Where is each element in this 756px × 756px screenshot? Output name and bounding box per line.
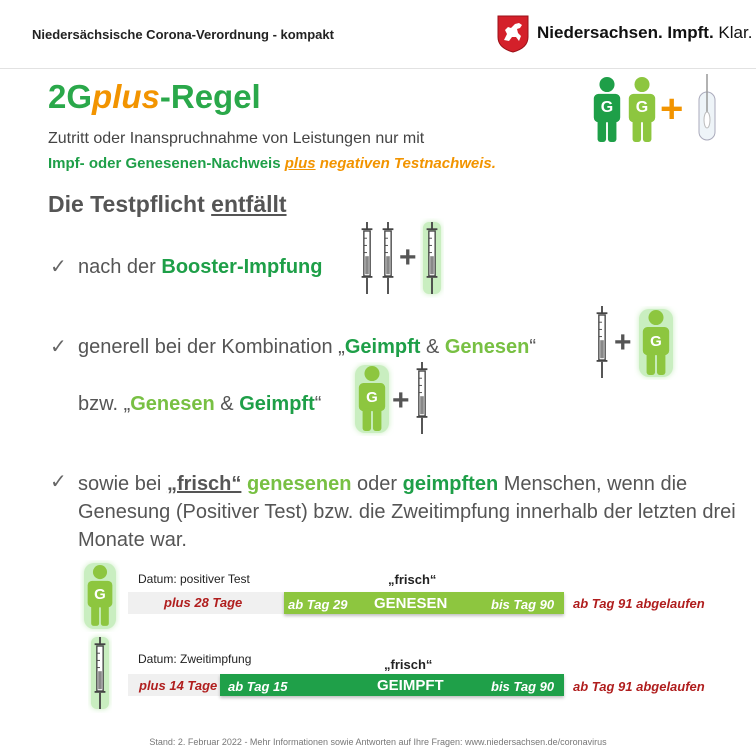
timeline-genesen-expired: ab Tag 91 abgelaufen — [573, 596, 705, 611]
person-light-green-icon — [625, 76, 659, 142]
syringe-icon — [380, 222, 396, 294]
section-heading: Die Testpflicht entfällt — [48, 191, 287, 217]
timeline-geimpft-expired: ab Tag 91 abgelaufen — [573, 679, 705, 694]
item-combination-reverse: bzw. „Genesen & Geimpft“ — [78, 393, 322, 415]
timeline-geimpft-start: ab Tag 15 — [228, 679, 288, 694]
footer-note: Stand: 2. Februar 2022 - Mehr Informationen sowie Antworten auf Ihre Fragen: www.niedersachsen.de/coronavirus — [149, 737, 607, 747]
svg-text:G: G — [635, 99, 649, 116]
syringe-glow-icon — [420, 218, 444, 298]
syringe-icon — [414, 362, 430, 434]
page-title: 2Gplus-Regel — [48, 78, 261, 115]
svg-text:G: G — [94, 586, 106, 603]
person-dark-green-icon — [590, 76, 624, 142]
timeline-geimpft-center: GEIMPFT — [377, 677, 444, 694]
person-glow-icon — [80, 560, 120, 632]
timeline-geimpft-end: bis Tag 90 — [491, 679, 555, 694]
timeline-genesen-end: bis Tag 90 — [491, 597, 555, 612]
plus-icon: + — [392, 384, 410, 417]
plus-icon: + — [399, 241, 417, 274]
checkmark-icon: ✓ — [50, 336, 67, 358]
svg-text:G: G — [650, 333, 662, 350]
timeline-genesen-frisch: „frisch“ — [388, 572, 437, 587]
person-glow-icon — [634, 306, 678, 380]
header-title: Niedersächsische Corona-Verordnung - kompakt — [32, 27, 334, 42]
syringe-icon — [359, 222, 375, 294]
timeline-genesen-center: GENESEN — [374, 595, 448, 612]
timeline-geimpft-pre: plus 14 Tage — [139, 678, 218, 693]
item-combination: generell bei der Kombination „Geimpft & Genesen“ — [78, 336, 536, 358]
syringe-glow-icon — [88, 633, 112, 713]
item-frisch: sowie bei „frisch“ genesenen oder geimpften Menschen, wenn die Genesung (Positiver Test) bzw. die Zweitimpfung innerhalb der letzten drei Monate war. — [78, 473, 736, 551]
subtitle-line2: Impf- oder Genesenen-Nachweis plus negativen Testnachweis. — [48, 155, 496, 172]
syringe-icon — [594, 306, 610, 378]
timeline-genesen-start: ab Tag 29 — [288, 597, 348, 612]
person-glow-icon — [350, 362, 394, 436]
timeline-genesen-pre: plus 28 Tage — [164, 595, 243, 610]
item-booster: nach der Booster-Impfung — [78, 256, 323, 278]
timeline-geimpft-frisch: „frisch“ — [384, 657, 433, 672]
timeline-geimpft-label: Datum: Zweitimpfung — [138, 652, 252, 666]
svg-text:G: G — [366, 389, 378, 406]
checkmark-icon: ✓ — [50, 256, 67, 278]
subtitle-line1: Zutritt oder Inanspruchnahme von Leistungen nur mit — [48, 130, 425, 147]
checkmark-icon: ✓ — [50, 471, 67, 493]
svg-text:G: G — [600, 99, 614, 116]
brand-slogan: Niedersachsen. Impft. Klar. — [537, 23, 753, 42]
plus-orange-icon: + — [660, 87, 684, 131]
plus-icon: + — [614, 326, 632, 359]
timeline-genesen-label: Datum: positiver Test — [138, 572, 250, 586]
test-tube-icon — [697, 74, 717, 142]
niedersachsen-crest-icon — [497, 15, 529, 53]
